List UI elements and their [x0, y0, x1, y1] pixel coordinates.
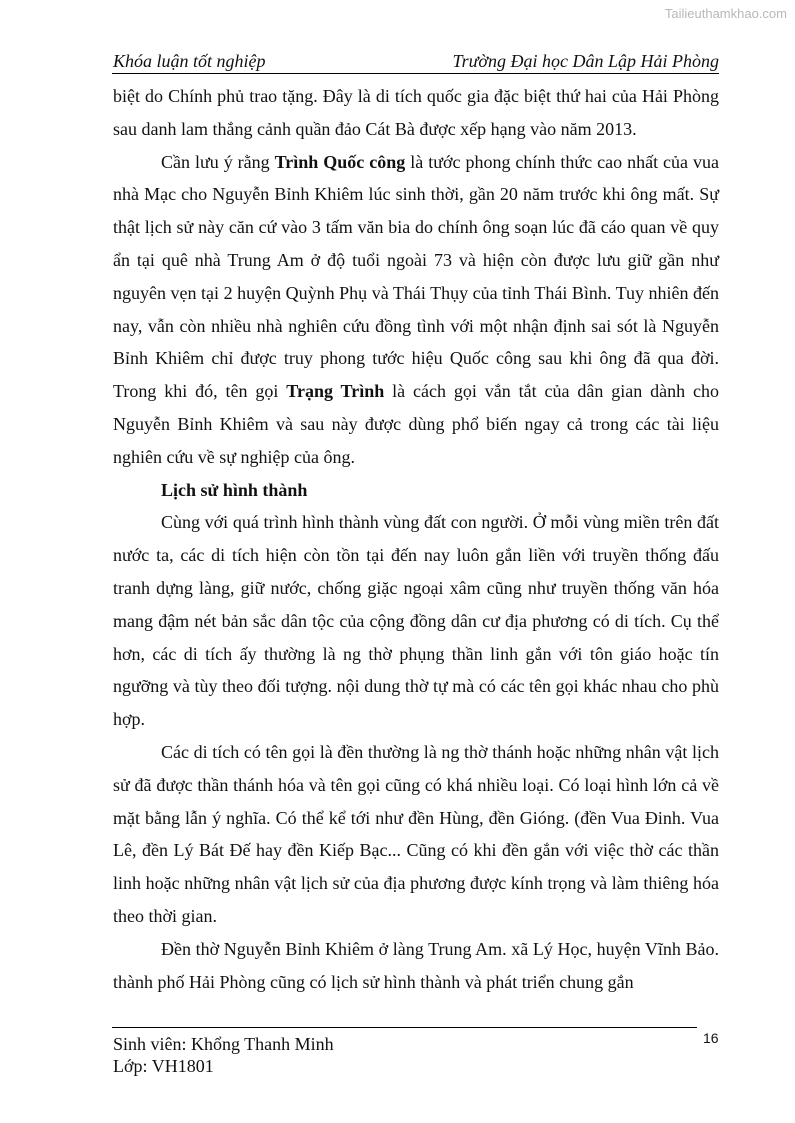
paragraph-1: biệt do Chính phủ trao tặng. Đây là di tích quốc gia đặc biệt thứ hai của Hải Phòng sau danh lam thắng cảnh quần đảo Cát Bà được xếp hạng vào năm 2013.	[113, 86, 719, 139]
paragraph-4: Các di tích có tên gọi là đền thường là ng thờ thánh hoặc những nhân vật lịch sử đã được thần thánh hóa và tên gọi cũng có khá nhiều loại. Có loại hình lớn cả về mặt bằng lẫn ý nghĩa. Có thể kể tới như đền Hùng, đền Gióng. (đền Vua Đinh. Vua Lê, đền Lý Bát Đế hay đền Kiếp Bạc... Cũng có khi đền gắn với việc thờ các thần linh hoặc những nhân vật lịch sử của địa phương được kính trọng và làm thiêng hóa theo thời gian.	[113, 741, 719, 926]
header-thesis-label: Khóa luận tốt nghiệp	[113, 51, 266, 71]
page-footer	[113, 1033, 334, 1077]
paragraph-2-text-a: Cần lưu ý rằng	[161, 151, 275, 172]
paragraph-3: Cùng với quá trình hình thành vùng đất con người. Ở mỗi vùng miền trên đất nước ta, các di tích hiện còn tồn tại đến nay luôn gắn liền với truyền thống đấu tranh dựng làng, giữ nước, chống giặc ngoại xâm cũng như truyền thống văn hóa mang đậm nét bản sắc dân tộc của cộng đồng dân cư địa phương có di tích. Cụ thể hơn, các di tích ấy thường là ng thờ phụng thần linh gắn với tôn giáo hoặc tín ngưỡng và tùy theo đối tượng. nội dung thờ tự mà có các tên gọi khác nhau cho phù hợp.	[113, 512, 719, 730]
section-heading: Lịch sử hình thành	[161, 479, 308, 500]
footer-student-name: Sinh viên: Khổng Thanh Minh	[113, 1034, 334, 1054]
page-number: 16	[703, 1030, 719, 1046]
paragraph-2	[113, 146, 719, 474]
term-trang-trinh: Trạng Trình	[286, 381, 385, 402]
paragraph-5: Đền thờ Nguyễn Bỉnh Khiêm ở làng Trung Am. xã Lý Học, huyện Vĩnh Bảo. thành phố Hải Phòng cũng có lịch sử hình thành và phát triển chung gắn	[113, 938, 719, 992]
paragraph-2-text-e: là cách gọi vắn tắt của dân gian dành cho Nguyễn Bỉnh Khiêm và sau này được dùng phổ biến ngay cả trong các tài liệu nghiên cứu về sự nghiệp của ông.	[113, 381, 719, 467]
page-header	[113, 50, 719, 72]
term-trinh-quoc-cong: Trình Quốc công	[274, 151, 406, 172]
paragraph-2-text-c: là tước phong chính thức cao nhất của vua nhà Mạc cho Nguyễn Bỉnh Khiêm lúc sinh thời, gần 20 năm trước khi ông mất. Sự thật lịch sử này căn cứ vào 3 tấm văn bia do chính ông soạn lúc đã cáo quan về quy ẩn tại quê nhà Trung Am ở độ tuổi ngoài 73 và hiện còn được lưu giữ gần như nguyên vẹn tại 2 huyện Quỳnh Phụ và Thái Thụy của tỉnh Thái Bình. Tuy nhiên đến nay, vẫn còn nhiều nhà nghiên cứu đồng tình với một nhận định sai sót là Nguyễn Bỉnh Khiêm chỉ được truy phong tước hiệu Quốc công sau khi ông đã qua đời. Trong khi đó, tên gọi	[113, 151, 719, 402]
header-divider	[112, 73, 719, 74]
header-university-name: Trường Đại học Dân Lập Hải Phòng	[452, 51, 719, 71]
footer-class: Lớp: VH1801	[113, 1056, 214, 1076]
watermark-text: Tailieuthamkhao.com	[664, 6, 787, 21]
document-body	[113, 80, 719, 998]
footer-divider	[112, 1027, 697, 1028]
